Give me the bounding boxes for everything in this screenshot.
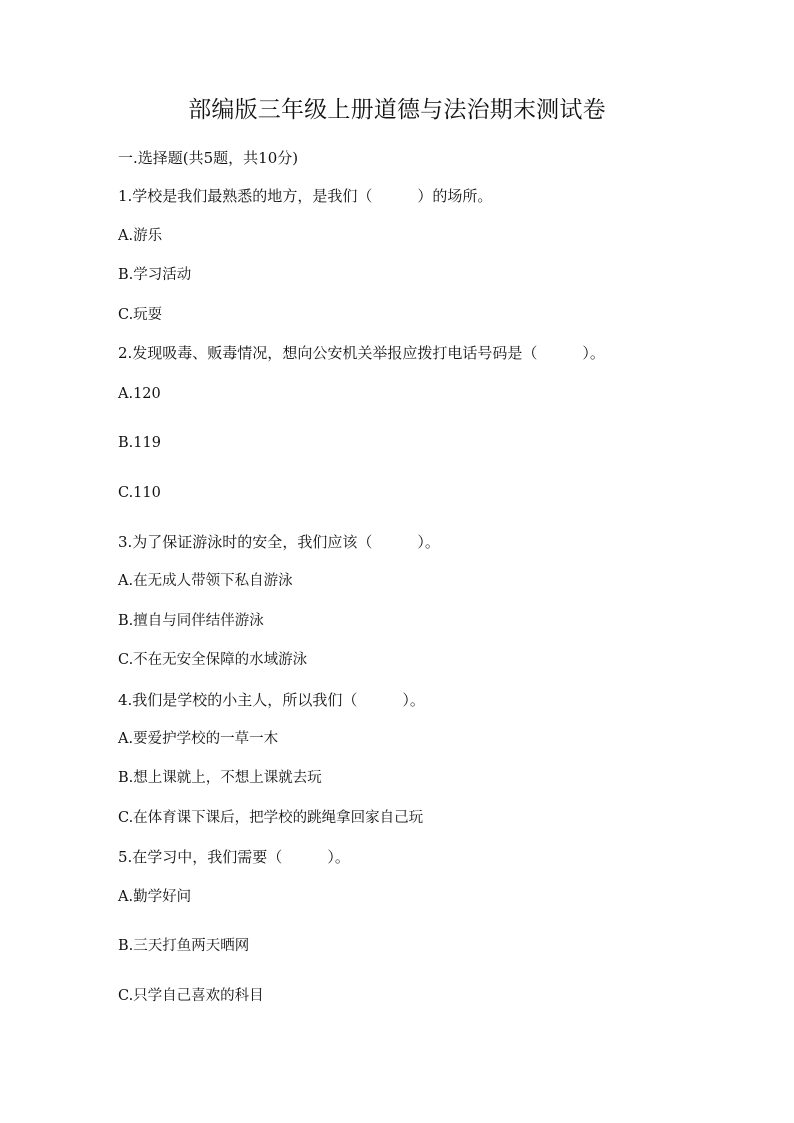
question-5-stem: 5.在学习中，我们需要（ ）。 <box>118 848 350 866</box>
page-title: 部编版三年级上册道德与法治期末测试卷 <box>188 97 606 123</box>
question-2-option-c: C.110 <box>118 485 161 501</box>
question-2-option-b: B.119 <box>118 435 161 451</box>
question-1-option-c: C.玩耍 <box>118 307 163 323</box>
question-3-option-c: C.不在无安全保障的水域游泳 <box>118 652 308 668</box>
question-3-stem: 3.为了保证游泳时的安全，我们应该（ ）。 <box>118 533 440 551</box>
question-4-stem: 4.我们是学校的小主人，所以我们（ ）。 <box>118 691 425 709</box>
question-1-option-b: B.学习活动 <box>118 267 192 283</box>
question-5-option-c: C.只学自己喜欢的科目 <box>118 988 264 1004</box>
question-3-option-b: B.擅自与同伴结伴游泳 <box>118 613 264 629</box>
question-4-option-b: B.想上课就上，不想上课就去玩 <box>118 770 322 786</box>
question-1-stem: 1.学校是我们最熟悉的地方，是我们（ ）的场所。 <box>118 187 493 205</box>
section-heading: 一.选择题(共5题，共10分) <box>118 149 299 167</box>
question-2-stem: 2.发现吸毒、贩毒情况，想向公安机关举报应拨打电话号码是（ ）。 <box>118 344 605 362</box>
question-5-option-b: B.三天打鱼两天晒网 <box>118 938 250 954</box>
question-5-option-a: A.勤学好问 <box>118 889 192 905</box>
question-1-option-a: A.游乐 <box>118 228 163 244</box>
question-4-option-a: A.要爱护学校的一草一木 <box>118 731 279 747</box>
question-4-option-c: C.在体育课下课后，把学校的跳绳拿回家自己玩 <box>118 810 424 826</box>
question-3-option-a: A.在无成人带领下私自游泳 <box>118 573 293 589</box>
question-2-option-a: A.120 <box>118 386 161 402</box>
